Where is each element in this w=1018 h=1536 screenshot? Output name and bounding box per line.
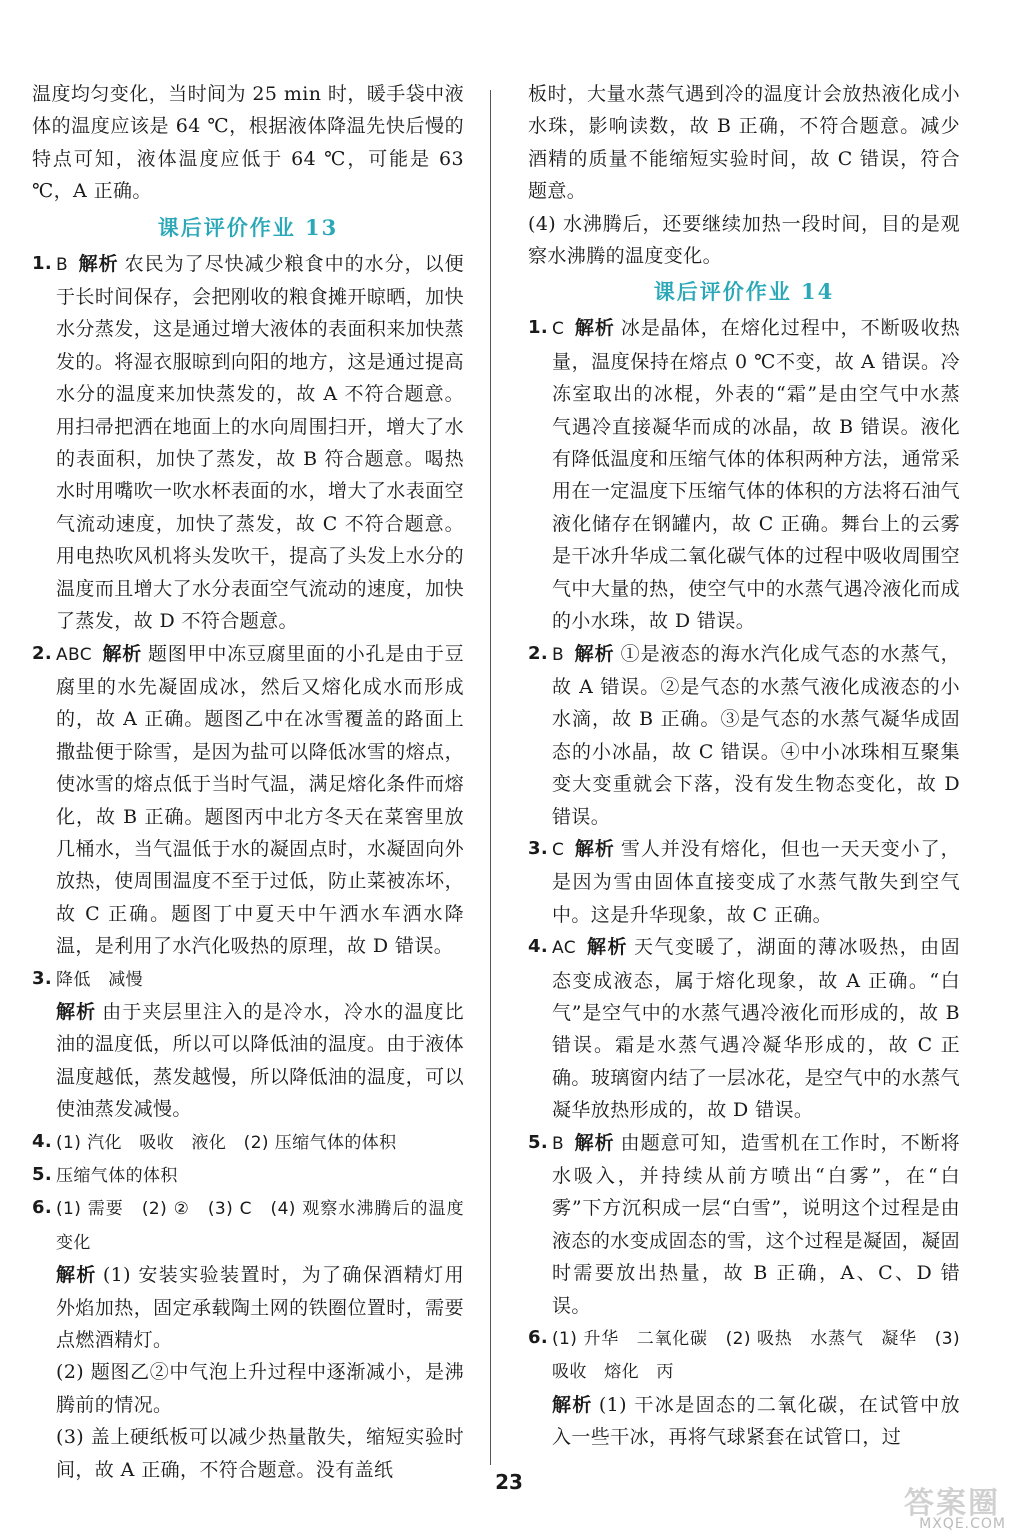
- analysis-text: (3) 盖上硬纸板可以减少热量散失，缩短实验时间，故 A 正确，不符合题意。没有盖纸: [56, 1426, 464, 1481]
- watermark-logo: [880, 1478, 1010, 1534]
- question-number: 2.: [528, 642, 549, 664]
- analysis-label: 解析: [78, 252, 119, 275]
- watermark-text: 答案圈: [904, 1486, 1000, 1521]
- answer-key: 压缩气体的体积: [56, 1166, 178, 1186]
- answer-item: [32, 963, 464, 996]
- question-number: 6.: [528, 1327, 549, 1349]
- left-answer-list: [32, 248, 464, 1486]
- answer-item: [528, 931, 960, 1126]
- analysis-label: 解析: [586, 936, 628, 959]
- answer-key: B: [552, 1133, 565, 1154]
- question-number: 1.: [32, 252, 53, 274]
- watermark-url: MXQE.COM: [919, 1516, 1006, 1532]
- analysis-text: 题图甲中冻豆腐里面的小孔是由于豆腐里的水先凝固成冰，然后又熔化成水而形成的，故 A 正确。题图乙中在冰雪覆盖的路面上撒盐便于除雪，是因为盐可以降低冰雪的熔点，使冰雪的熔点低于当时气温，满足熔化条件而熔化，故 B 正确。题图丙中北方冬天在菜窖里放几桶水，当气温低于水的凝固点时，水凝固向外放热，使周围温度不至于过低，防止菜被冻坏，故 C 正确。题图丁中夏天中午洒水车洒水降温，是利用了水汽化吸热的原理，故 D 错误。: [56, 642, 464, 958]
- answer-key: (1) 需要 (2) ② (3) C (4) 观察水沸腾后的温度变化: [56, 1199, 464, 1253]
- analysis-label: 解析: [574, 642, 615, 665]
- answer-key: B: [552, 644, 565, 665]
- analysis-text: (1) 干冰是固态的二氧化碳，在试管中放入一些干冰，再将气球紧套在试管口，过: [552, 1393, 960, 1449]
- answer-key: 降低 减慢: [56, 969, 143, 990]
- question-number: 1.: [528, 317, 549, 339]
- analysis-label: 解析: [102, 642, 142, 665]
- right-intro-paragraph: 板时，大量水蒸气遇到冷的温度计会放热液化成小水珠，影响读数，故 B 正确，不符合题意。减少酒精的质量不能缩短实验时间，故 C 错误，符合题意。: [528, 83, 960, 203]
- answer-key: AC: [552, 938, 577, 959]
- analysis-label: 解析: [574, 317, 615, 340]
- answer-item: [528, 1127, 960, 1322]
- analysis-label: 解析: [574, 1131, 615, 1154]
- analysis-text: 冰是晶体，在熔化过程中，不断吸收热量，温度保持在熔点 0 ℃不变，故 A 错误。冷冻室取出的冰棍，外表的“霜”是由空气中水蒸气遇冷直接凝华而成的冰晶，故 B 错误。液化有降低温度和压缩气体的体积两种方法，通常采用在一定温度下压缩气体的体积的方法将石油气液化储存在钢罐内，故 C 正确。舞台上的云雾是干冰升华成二氧化碳气体的过程中吸收周围空气中大量的热，使空气中的水蒸气遇冷液化而成的小水珠，故 D 错误。: [552, 317, 960, 633]
- analysis-label: 解析: [552, 1393, 593, 1416]
- answer-key: (1) 汽化 吸收 液化 (2) 压缩气体的体积: [56, 1132, 397, 1153]
- analysis-text: 农民为了尽快减少粮食中的水分，以便于长时间保存，会把刚收的粮食摊开晾晒，加快水分蒸发，这是通过增大液体的表面积来加快蒸发的。将湿衣服晾到向阳的地方，这是通过提高水分的温度来加快蒸发的，故 A 不符合题意。用扫帚把洒在地面上的水向周围扫开，增大了水的表面积，加快了蒸发，故 B 符合题意。喝热水时用嘴吹一吹水杯表面的水，增大了水表面空气流动速度，加快了蒸发，故 C 不符合题意。用电热吹风机将头发吹干，提高了头发上水分的温度而且增大了水分表面空气流动的速度，加快了蒸发，故 D 不符合题意。: [56, 252, 464, 633]
- answer-item: [32, 1259, 464, 1356]
- analysis-label: 解析: [574, 837, 615, 860]
- analysis-label: 解析: [56, 1264, 97, 1287]
- analysis-label: 解析: [56, 1000, 97, 1023]
- answer-key: ABC: [56, 644, 93, 665]
- question-number: 4.: [528, 936, 549, 958]
- right-intro-paragraph-2: (4) 水沸腾后，还要继续加热一段时间，目的是观察水沸腾的温度变化。: [528, 212, 960, 268]
- answer-key: B: [56, 254, 69, 275]
- answer-item: [32, 1192, 464, 1259]
- section-title-14: 课后评价作业 14: [653, 279, 835, 305]
- left-column: [32, 78, 464, 1486]
- answer-item: [32, 1159, 464, 1192]
- question-number: 2.: [32, 642, 53, 664]
- analysis-text: ①是液态的海水汽化成气态的水蒸气，故 A 错误。②是气态的水蒸气液化成液态的小水滴，故 B 正确。③是气态的水蒸气凝华成固态的小冰晶，故 C 错误。④中小冰珠相互聚集变大变重就会下落，没有发生物态变化，故 D 错误。: [552, 642, 960, 828]
- analysis-text: 雪人并没有熔化，但也一天天变小了，是因为雪由固体直接变成了水蒸气散失到空气中。这是升华现象，故 C 正确。: [552, 837, 960, 926]
- question-number: 5.: [32, 1164, 53, 1185]
- answer-item: [528, 1389, 960, 1454]
- question-number: 3.: [32, 967, 53, 989]
- section-title-13: 课后评价作业 13: [157, 214, 339, 240]
- answer-item: [32, 996, 464, 1126]
- answer-item: [528, 638, 960, 833]
- analysis-text: 由于夹层里注入的是冷水，冷水的温度比油的温度低，所以可以降低油的温度。由于液体温度越低，蒸发越慢，所以降低油的温度，可以使油蒸发减慢。: [56, 1000, 464, 1121]
- answer-key: (1) 升华 二氧化碳 (2) 吸热 水蒸气 凝华 (3) 吸收 熔化 丙: [552, 1329, 960, 1383]
- analysis-text: (2) 题图乙②中气泡上升过程中逐渐减小，是沸腾前的情况。: [56, 1361, 464, 1416]
- right-answer-list: [528, 312, 960, 1453]
- question-number: 6.: [32, 1197, 53, 1219]
- right-column: [528, 78, 960, 1454]
- column-divider: [490, 90, 491, 1465]
- question-number: 5.: [528, 1131, 549, 1153]
- answer-key: C: [552, 319, 565, 340]
- page-number: 23: [495, 1470, 523, 1494]
- left-intro-paragraph: 温度均匀变化，当时间为 25 min 时，暖手袋中液体的温度应该是 64 ℃，根据液体降温先快后慢的特点可知，液体温度应低于 64 ℃，可能是 63 ℃，A 正确。: [32, 83, 464, 203]
- answer-item: [32, 638, 464, 963]
- analysis-text: 由题意可知，造雪机在工作时，不断将水吸入，并持续从前方喷出“白雾”，在“白雾”下方沉积成一层“白雪”，说明这个过程是由液态的水变成固态的雪，这个过程是凝固，凝固时需要放出热量，故 B 正确，A、C、D 错误。: [552, 1131, 960, 1317]
- question-number: 4.: [32, 1130, 53, 1152]
- question-number: 3.: [528, 837, 549, 859]
- answer-item: [528, 833, 960, 931]
- answer-item: [32, 1356, 464, 1421]
- analysis-text: (1) 安装实验装置时，为了确保酒精灯用外焰加热，固定承载陶土网的铁圈位置时，需要点燃酒精灯。: [56, 1264, 464, 1352]
- answer-key: C: [552, 839, 565, 860]
- answer-item: [32, 1126, 464, 1159]
- answer-item: [528, 1322, 960, 1389]
- analysis-text: 天气变暖了，湖面的薄冰吸热，由固态变成液态，属于熔化现象，故 A 正确。“白气”是空气中的水蒸气遇冷液化而形成的，故 B 错误。霜是水蒸气遇冷凝华形成的，故 C 正确。玻璃窗内结了一层冰花，是空气中的水蒸气凝华放热形成的，故 D 错误。: [552, 936, 960, 1122]
- answer-item: [528, 312, 960, 637]
- answer-item: [32, 248, 464, 638]
